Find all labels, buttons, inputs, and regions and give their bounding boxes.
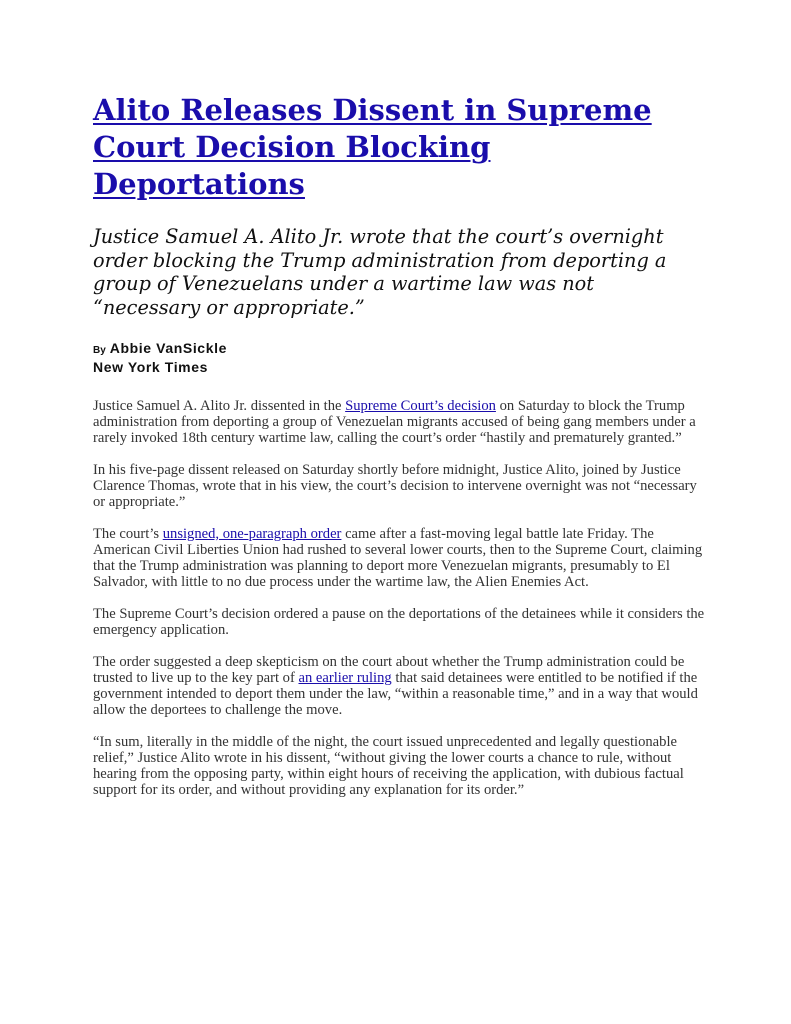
paragraph-text: The court’s	[93, 526, 163, 542]
headline-link[interactable]: Alito Releases Dissent in Supreme Court Decision Blocking Deportations	[93, 93, 652, 201]
article-body	[93, 398, 705, 798]
paragraph-text: on Saturday to block the Trump administration from deporting a group of Venezuelan migrants accused of being gang members under a rarely invoked 18th century wartime law, calling the court’s order “hastily and prematurely granted.”	[93, 398, 696, 446]
paragraph-2: In his five-page dissent released on Saturday shortly before midnight, Justice Alito, joined by Justice Clarence Thomas, wrote that in his view, the court’s decision to intervene overnight was not “necessary or appropriate.”	[93, 462, 697, 510]
paragraph-3	[93, 526, 705, 590]
supreme-court-decision-link[interactable]: Supreme Court’s decision	[345, 398, 496, 414]
article-headline[interactable]	[93, 92, 653, 203]
paragraph-1	[93, 398, 705, 446]
unsigned-order-link[interactable]: unsigned, one-paragraph order	[162, 526, 342, 542]
paragraph-4: The Supreme Court’s decision ordered a pause on the deportations of the detainees while it considers the emergency application.	[93, 606, 705, 638]
paragraph-text: came after a fast-moving legal battle late Friday. The American Civil Liberties Union had rushed to several lower courts, then to the Supreme Court, claiming that the Trump administration was planning to deport more Venezuelan migrants, presumably to El Salvador, with little to no due process under the wartime law, the Alien Enemies Act.	[93, 526, 703, 590]
paragraph-text: that said detainees were entitled to be notified if the government intended to deport them under the law, “within a reasonable time,” and in a way that would allow the deportees to challenge the move.	[93, 670, 698, 718]
byline-prefix: By	[93, 345, 106, 356]
byline-publication: New York Times	[93, 359, 209, 375]
earlier-ruling-link[interactable]: an earlier ruling	[298, 670, 392, 686]
article-page	[93, 92, 705, 814]
paragraph-5	[93, 654, 705, 718]
paragraph-text: The order suggested a deep skepticism on the court about whether the Trump administration could be trusted to live up to the key part of	[93, 654, 685, 686]
byline	[93, 340, 705, 376]
article-dek: Justice Samuel A. Alito Jr. wrote that the court’s overnight order blocking the Trump administration from deporting a group of Venezuelans under a wartime law was not “necessary or appropriate.”	[93, 225, 667, 319]
paragraph-6: “In sum, literally in the middle of the night, the court issued unprecedented and legally questionable relief,” Justice Alito wrote in his dissent, “without giving the lower courts a chance to rule, without hearing from the opposing party, within eight hours of receiving the application, with dubious factual support for its order, and without providing any explanation for its order.”	[93, 734, 684, 798]
paragraph-text: Justice Samuel A. Alito Jr. dissented in the	[93, 398, 346, 414]
byline-author: Abbie VanSickle	[109, 340, 227, 356]
